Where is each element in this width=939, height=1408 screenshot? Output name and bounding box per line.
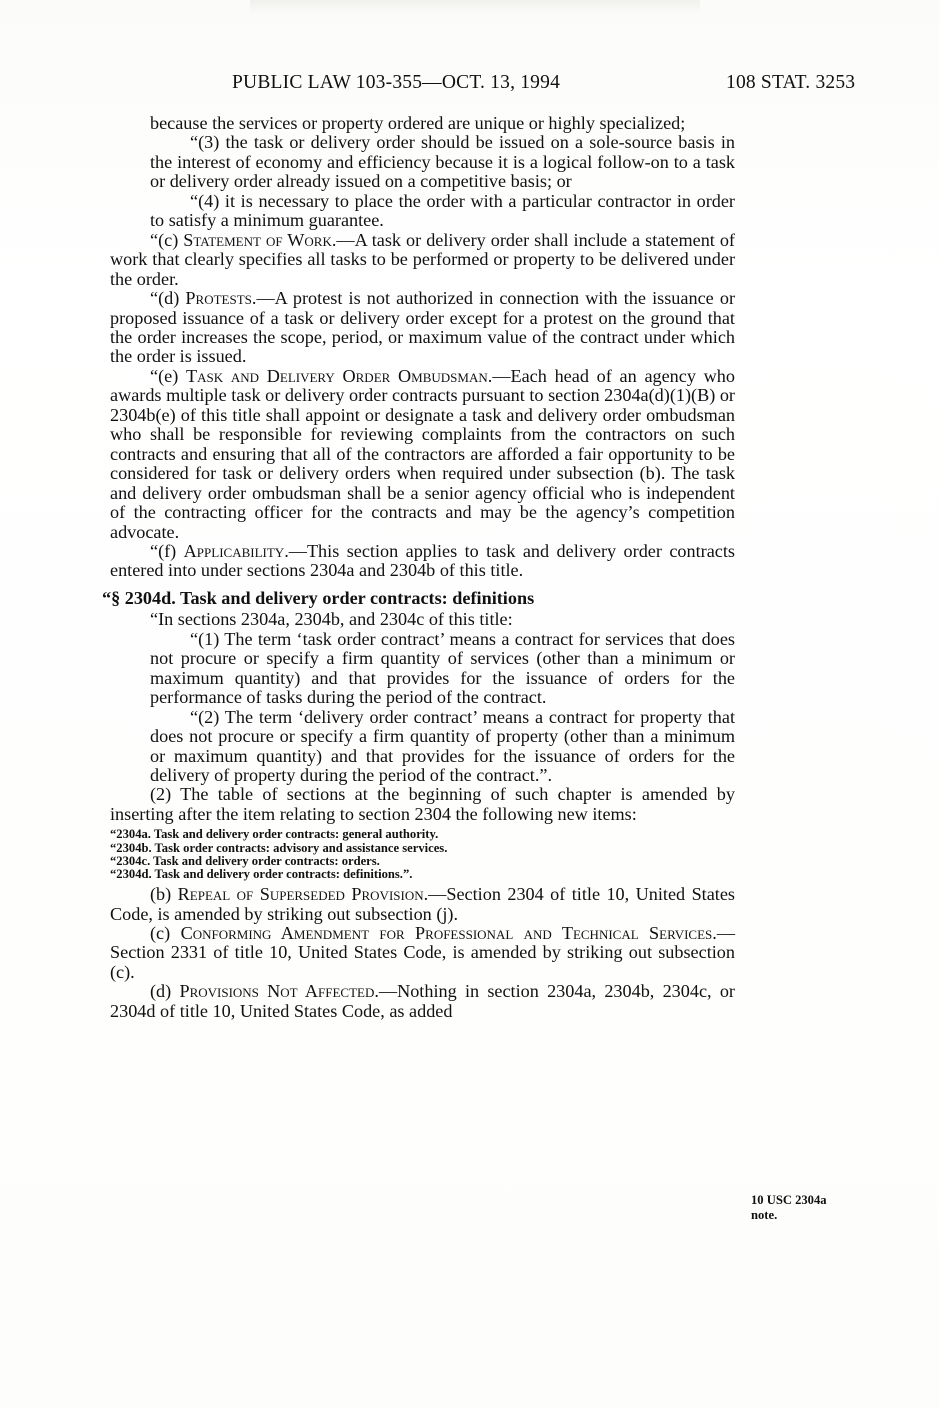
caption-applicability: Applicability.	[183, 540, 289, 561]
paragraph-open: (b)	[150, 884, 178, 905]
caption-conforming-amendment: Conforming Amendment for Professional and Technical Services.	[180, 923, 717, 944]
paragraph-text: —Each head of an agency who awards multiple task or delivery order contracts pursuant to section 2304a(d)(1)(B) or 2304b(e) of this title shall appoint or designate a task and delivery order ombudsman who shall be responsible for reviewing complaints from the contractors on such contracts and ensuring that all of the contractors are afforded a fair opportunity to be considered for task or delivery orders when required under subsection (b). The task and delivery order ombudsman shall be a senior agency official who is independent of the contracting officer for the contracts and may be the agency’s competition advocate.	[110, 365, 735, 542]
paragraph-text: —Section 2331 of title 10, United States Code, is amended by striking out subsection (c).	[110, 923, 735, 982]
paragraph-item-3: “(3) the task or delivery order should be issued on a sole-source basis in the interest of economy and efficiency because it is a logical follow-on to a task or delivery order already issued on a competitive basis; or	[150, 132, 735, 192]
paragraph-statement-of-work	[110, 231, 735, 289]
margin-note	[751, 1193, 827, 1223]
paragraph-provisions-not-affected	[110, 982, 735, 1021]
paragraph-open: “(e)	[150, 365, 186, 386]
scan-smudge	[250, 0, 700, 14]
toc-item: “2304d. Task and delivery order contracts: definitions.”.	[110, 866, 413, 881]
table-of-sections	[110, 828, 735, 881]
header-title: PUBLIC LAW 103-355—OCT. 13, 1994	[232, 72, 561, 93]
toc-item: “2304c. Task and delivery order contracts: orders.	[110, 853, 380, 868]
section-heading: “§ 2304d. Task and delivery order contracts: definitions	[102, 587, 535, 608]
toc-item: “2304a. Task and delivery order contracts: general authority.	[110, 827, 439, 842]
paragraph-open: “(c)	[150, 229, 184, 250]
margin-note-citation: 10 USC 2304a	[751, 1193, 827, 1207]
margin-note-label: note.	[751, 1208, 778, 1222]
body-text	[102, 113, 736, 1021]
paragraph-continuation: because the services or property ordered are unique or highly specialized;	[150, 113, 686, 133]
paragraph-open: (c)	[150, 923, 181, 944]
paragraph-applicability	[110, 542, 735, 581]
paragraph-text: —A task or delivery order shall include a statement of work that clearly specifies all tasks to be performed or property to be delivered under the order.	[110, 229, 735, 289]
paragraph-definition-2: “(2) The term ‘delivery order contract’ means a contract for property that does not procure or specify a firm quantity of property (other than a minimum or maximum quantity) and that provides for the issuance of orders for the delivery of property during the period of the contract.”.	[150, 706, 735, 785]
caption-statement-of-work: Statement of Work.	[183, 229, 337, 250]
paragraph-item-4: “(4) it is necessary to place the order with a particular contractor in order to satisfy a minimum guarantee.	[150, 190, 735, 231]
paragraph-conforming-amendment	[110, 924, 735, 982]
paragraph-ombudsman	[110, 367, 735, 542]
paragraph-text: —Section 2304 of title 10, United States Code, is amended by striking out subsection (j).	[110, 884, 736, 924]
paragraph-definition-1: “(1) The term ‘task order contract’ means a contract for services that does not procure or specify a firm quantity of services (other than a minimum or maximum quantity) and that provides for the issuance of orders for the performance of tasks during the period of the contract.	[150, 628, 735, 708]
paragraph-text: —A protest is not authorized in connection with the issuance or proposed issuance of a task or delivery order except for a protest on the ground that the order increases the scope, period, or maximum value of the contract under which the order is issued.	[110, 288, 736, 367]
paragraph-table-amendment: (2) The table of sections at the beginning of such chapter is amended by inserting after the item relating to section 2304 the following new items:	[110, 784, 735, 824]
header-stat-page: 108 STAT. 3253	[726, 72, 856, 93]
toc-item: “2304b. Task order contracts: advisory and assistance services.	[110, 840, 448, 855]
paragraph-repeal	[110, 885, 735, 924]
paragraph-text: —This section applies to task and delivery order contracts entered into under sections 2304a and 2304b of this title.	[110, 540, 735, 581]
paragraph-open: “(d)	[150, 288, 186, 309]
paragraph-open: (d)	[150, 981, 180, 1002]
page-header	[0, 72, 939, 98]
paragraph-open: “(f)	[150, 540, 184, 561]
paragraph-protests	[110, 289, 735, 367]
caption-ombudsman: Task and Delivery Order Ombudsman.	[186, 365, 493, 386]
caption-provisions-not-affected: Provisions Not Affected.	[179, 981, 379, 1002]
paragraph-text: —Nothing in section 2304a, 2304b, 2304c, or 2304d of title 10, United States Code, as added	[110, 981, 735, 1021]
paragraph-definitions-intro: “In sections 2304a, 2304b, and 2304c of this title:	[150, 609, 513, 630]
caption-repeal: Repeal of Superseded Provision.	[177, 884, 429, 905]
caption-protests: Protests.	[185, 288, 257, 309]
